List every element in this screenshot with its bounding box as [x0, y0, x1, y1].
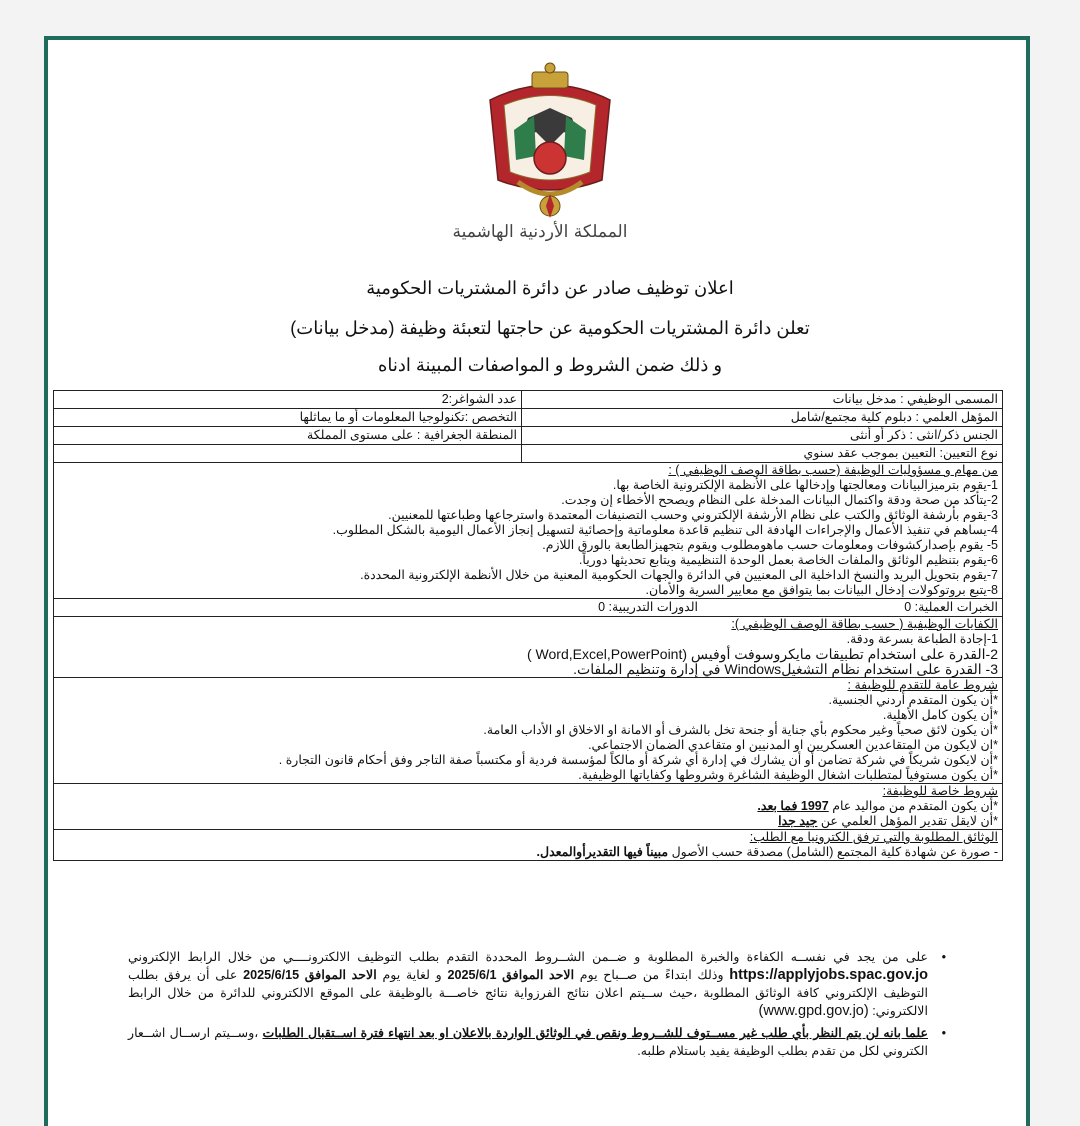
announcement-title: اعلان توظيف صادر عن دائرة المشتريات الحكومية: [366, 278, 734, 298]
list-item: 3-يقوم بأرشفة الوثائق والكتب على نظام الأرشفة الإلكتروني وحسب التصنيفات المعتمدة واسترجاعها وطباعتها للمعنيين.: [388, 508, 998, 522]
list-item: *أن لايكون شريكاً في شركة تضامن أو أن يشارك في إدارة أي شركة أو مالكاً لمؤسسة فردية أو مكتسباً صفة التاجر وفق أحكام قانون التجارة .: [278, 753, 998, 767]
list-item: 2-يتأكد من صحة ودقة واكتمال البيانات المدخلة على النظام ويصحح الأخطاء إن وجدت.: [561, 493, 998, 507]
note-text: وذلك ابتداءً من صــباح يوم: [579, 968, 724, 982]
competencies-title: الكفايات الوظيفية ( حسب بطاقة الوصف الوظيفي ):: [731, 617, 998, 631]
table-row: [54, 463, 1003, 599]
note-text: ،وســيتم ارســال اشــعار الكتروني لكل من تقدم بطلب الوظيفة يفيد باستلام طلبه.: [128, 1026, 928, 1058]
list-item: *ان لايكون من المتقاعدين العسكريين او المدنيين او متقاعدي الضمان الاجتماعي.: [588, 738, 998, 752]
documents-text: - صورة عن شهادة كلية المجتمع (الشامل) مصدقة حسب الأصول: [671, 845, 998, 859]
general-conditions-title: شروط عامة للتقدم للوظيفة :: [847, 678, 998, 692]
grade-text: *أن لايقل تقدير المؤهل العلمي عن: [820, 814, 998, 828]
jordan-coat-of-arms-icon: [470, 60, 630, 240]
list-item: 6-يقوم بتنظيم الوثائق والملفات الخاصة بعمل الوحدة التنظيمية ويتابع تحديثها دورياً.: [578, 553, 998, 567]
start-date: الاحد الموافق 2025/6/1: [447, 968, 575, 982]
table-row: [54, 599, 1003, 617]
list-item: *أن يكون مستوفياً لمتطلبات اشغال الوظيفة الشاغرة وشروطها وكفاياتها الوظيفية.: [578, 768, 998, 782]
list-item: 8-يتبع بروتوكولات إدخال البيانات بما يتوافق مع معايير السرية والأمان.: [645, 583, 998, 597]
list-item: [58, 814, 998, 829]
table-row: [54, 445, 1003, 463]
qualification-cell: المؤهل العلمي : دبلوم كلية مجتمع/شامل: [522, 409, 1003, 427]
announcement-subtitle: تعلن دائرة المشتريات الحكومية عن حاجتها لتعبئة وظيفة (مدخل بيانات): [290, 318, 810, 338]
table-row: [54, 784, 1003, 830]
training-courses: الدورات التدريبية: 0: [598, 600, 698, 614]
practical-experience: الخبرات العملية: 0: [904, 600, 998, 614]
special-conditions-section: [54, 784, 1003, 830]
list-item: *أن يكون لائق صحياً وغير محكوم بأي جناية أو جنحة تخل بالشرف أو الامانة او الاخلاق او الأداب العامة.: [483, 723, 998, 737]
list-item: 5- يقوم بإصداركشوفات ومعلومات حسب ماهومطلوب ويقوم بتجهيزالطابعة بالورق اللازم.: [542, 538, 998, 552]
notes-section: [128, 948, 946, 1064]
list-item: [58, 845, 998, 860]
competencies-section: [54, 617, 1003, 678]
apply-link[interactable]: https://applyjobs.spac.gov.jo: [729, 967, 928, 983]
gender-cell: الجنس ذكر/انثى : ذكر أو أنثى: [522, 427, 1003, 445]
note-text: على أن يرفق بطلب التوظيف الإلكتروني كافة الوثائق المطلوبة ،حيث ســيتم اعلان نتائج الفرزواية نتائج خاصـــة بالوظيفة على الموقع الالكتروني للدائرة من خلال الرابط الالكتروني:: [128, 968, 928, 1018]
documents-title: الوثائق المطلوبة والتي ترفق الكترونيا مع الطلب:: [749, 830, 998, 844]
table-row: [54, 427, 1003, 445]
specialization-cell: التخصص :تكنولوجيا المعلومات أو ما يماثلها: [54, 409, 522, 427]
list-item: 4-يساهم في تنفيذ الأعمال والإجراءات الهادفة الى تنظيم قاعدة معلوماتية وإحصائية لتسهيل إنجاز الأعمال اليومية بالشكل المطلوب.: [332, 523, 998, 537]
list-item: *أن يكون كامل الأهلية.: [882, 708, 998, 722]
general-conditions-section: [54, 678, 1003, 784]
rejection-warning: علما بانه لن يتم النظر بأي طلب غير مســتوف للشــروط ونقص في الوثائق الواردة بالاعلان او بعد انتهاء فترة اســتقبال الطلبات: [262, 1026, 928, 1040]
grade-value: جيد جدا: [778, 814, 818, 828]
documents-section: [54, 830, 1003, 861]
experience-row: [54, 599, 1003, 617]
list-item: [58, 799, 998, 814]
emblem-caption: المملكة الأردنية الهاشمية: [452, 222, 628, 242]
region-cell: المنطقة الجغرافية : على مستوى المملكة: [54, 427, 522, 445]
note-text: و لغاية يوم: [382, 968, 442, 982]
job-details-table: [53, 390, 1003, 861]
list-item: *أن يكون المتقدم أردني الجنسية.: [828, 693, 998, 707]
special-conditions-title: شروط خاصة للوظيفة:: [882, 784, 998, 798]
empty-cell: [54, 445, 522, 463]
list-item: 1-إجادة الطباعة بسرعة ودقة.: [846, 632, 998, 646]
rejection-note: [128, 1024, 946, 1060]
table-row: [54, 678, 1003, 784]
table-row: [54, 830, 1003, 861]
appointment-type-cell: نوع التعيين: التعيين بموجب عقد سنوي: [522, 445, 1003, 463]
list-item: 1-يقوم بترميزالبيانات ومعالجتها وإدخالها على الأنظمة الإلكترونية الخاصة بها.: [612, 478, 998, 492]
duties-title: من مهام و مسؤوليات الوظيفة (حسب بطاقة الوصف الوظيفي ) :: [668, 463, 998, 477]
gpd-link[interactable]: (www.gpd.gov.jo): [758, 1003, 869, 1019]
job-title-cell: المسمى الوظيفي : مدخل بيانات: [522, 391, 1003, 409]
list-item: 3- القدرة على استخدام نظام التشغيلWindows في إدارة وتنظيم الملفات.: [573, 661, 998, 677]
list-item: 2-القدرة على استخدام تطبيقات مايكروسوفت أوفيس (Word,Excel,PowerPoint ): [526, 646, 998, 662]
duties-section: [54, 463, 1003, 599]
birth-year-value: 1997 فما بعد.: [757, 799, 829, 813]
documents-emphasis: مبيناً فيها التقديرأوالمعدل.: [536, 845, 669, 859]
table-row: [54, 409, 1003, 427]
table-row: [54, 391, 1003, 409]
birth-year-text: *أن يكون المتقدم من مواليد عام: [832, 799, 998, 813]
application-note: [128, 948, 946, 1020]
announcement-intro: و ذلك ضمن الشروط و المواصفات المبينة ادناه: [377, 355, 723, 375]
list-item: 7-يقوم بتحويل البريد والنسخ الداخلية الى المعنيين في الدائرة والجهات الحكومية المعنية من خلال الأنظمة الإلكترونية المحددة.: [360, 568, 998, 582]
end-date: الاحد الموافق 2025/6/15: [243, 968, 377, 982]
vacancies-cell: عدد الشواغر:2: [54, 391, 522, 409]
table-row: [54, 617, 1003, 678]
note-text: على من يجد في نفســه الكفاءة والخبرة المطلوبة و ضــمن الشــروط المحددة التقدم بطلب التوظيف الالكترونــــي من خلال الرابط الإلكتروني: [128, 950, 928, 964]
